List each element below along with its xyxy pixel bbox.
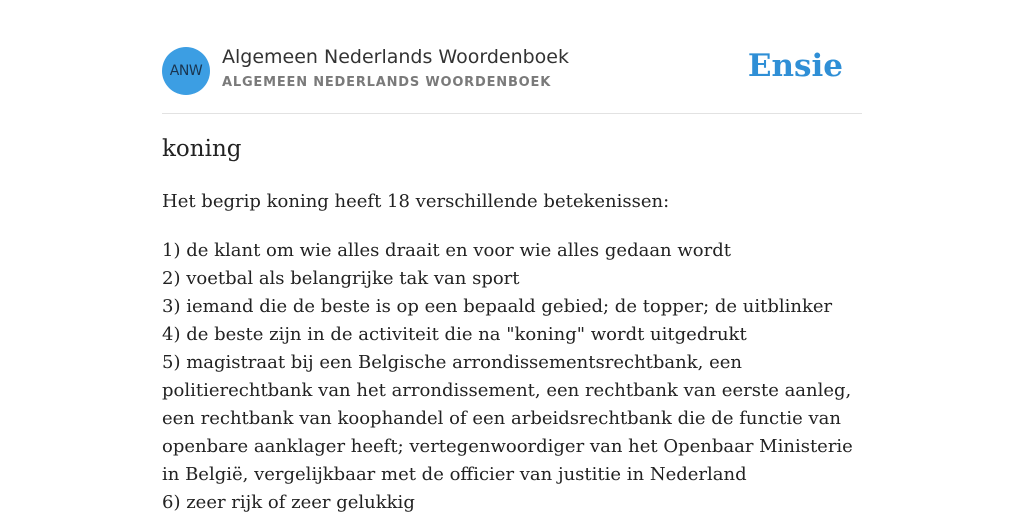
source-logo-text: ANW [169,63,203,79]
definition-item: 3) iemand die de beste is op een bepaald gebied; de topper; de uitblinker [162,296,833,317]
entry-intro: Het begrip koning heeft 18 verschillende betekenissen: [162,191,670,212]
source-logo[interactable] [162,47,210,95]
source-subtitle: ALGEMEEN NEDERLANDS WOORDENBOEK [222,75,552,90]
definition-item: 6) zeer rijk of zeer gelukkig [162,492,415,512]
header-divider [162,113,862,114]
definition-item: 5) magistraat bij een Belgische arrondissementsrechtbank, een politierechtbank van het arrondissement, een rechtbank van eerste aanleg, een rechtbank van koophandel of een arbeidsrechtbank die de functie van openbare aanklager heeft; vertegenwoordiger van het Openbaar Ministerie in België, vergelijkbaar met de officier van justitie in Nederland [162,352,853,485]
source-header [162,45,862,113]
source-title[interactable]: Algemeen Nederlands Woordenboek [222,46,569,68]
definitions-list [162,237,862,512]
definition-item: 2) voetbal als belangrijke tak van sport [162,268,520,289]
ensie-logo-link[interactable]: Ensie [747,48,843,84]
definition-item: 1) de klant om wie alles draait en voor wie alles gedaan wordt [162,240,731,261]
entry-word: koning [162,136,242,162]
definition-item: 4) de beste zijn in de activiteit die na "koning" wordt uitgedrukt [162,324,747,345]
